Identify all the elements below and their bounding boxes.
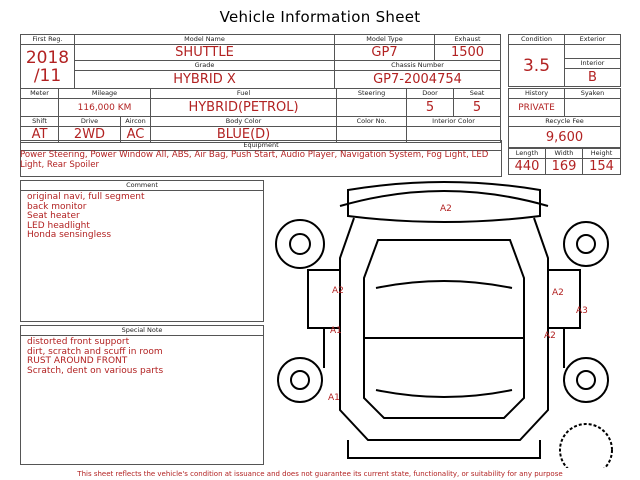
comment-line: LED headlight <box>27 220 90 231</box>
condition-table <box>508 34 621 87</box>
height-value: 154 <box>583 159 621 175</box>
chassis-value: GP7-2004754 <box>335 71 501 89</box>
special-note-line: RUST AROUND FRONT <box>27 356 128 366</box>
spare-wheel <box>560 424 612 468</box>
spec-table <box>20 88 501 143</box>
equipment-label: Equipment <box>21 141 501 151</box>
steering-label: Steering <box>337 89 407 99</box>
grade-value: HYBRID X <box>75 71 335 89</box>
drive-value: 2WD <box>59 127 121 143</box>
exhaust-label: Exhaust <box>435 35 501 45</box>
first-reg-label: First Reg. <box>21 35 75 45</box>
model-type-label: Model Type <box>335 35 435 45</box>
seat-label: Seat <box>454 89 501 99</box>
first-reg-month: /11 <box>33 65 62 86</box>
length-label: Length <box>509 149 546 159</box>
fuel-label: Fuel <box>151 89 337 99</box>
history-table <box>508 88 621 148</box>
grade-label: Grade <box>75 61 335 71</box>
chassis-label: Chassis Number <box>335 61 501 71</box>
interior-value: B <box>565 69 621 87</box>
damage-mark-left-door: A1 <box>330 326 342 336</box>
rear-window-line <box>376 390 512 397</box>
mileage-value: 116,000 KM <box>59 99 151 117</box>
color-no-label: Color No. <box>337 117 407 127</box>
trunk-outline <box>348 440 540 458</box>
seat-value: 5 <box>454 99 501 117</box>
windshield-line <box>376 281 512 288</box>
car-damage-diagram <box>268 178 620 468</box>
interior-label: Interior <box>565 59 621 69</box>
body-outline <box>340 218 548 440</box>
door-label: Door <box>407 89 454 99</box>
damage-mark-right-side: A3 <box>576 306 588 316</box>
special-note-lines <box>21 336 263 378</box>
exterior-value <box>565 45 621 59</box>
roof-outline <box>348 182 540 222</box>
fuel-value: HYBRID(PETROL) <box>151 99 337 117</box>
body-color-label: Body Color <box>151 117 337 127</box>
body-color-value: BLUE(D) <box>151 127 337 143</box>
drive-label: Drive <box>59 117 121 127</box>
special-note-line: dirt, scratch and scuff in room <box>27 346 163 357</box>
dimensions-table <box>508 148 621 175</box>
comment-lines <box>21 191 263 243</box>
model-type-value: GP7 <box>335 45 435 61</box>
first-reg-value <box>21 45 75 89</box>
comment-label: Comment <box>21 181 263 191</box>
width-label: Width <box>546 149 583 159</box>
exhaust-value: 1500 <box>435 45 501 61</box>
comment-box <box>20 180 264 322</box>
recycle-label: Recycle Fee <box>509 117 621 127</box>
height-label: Height <box>583 149 621 159</box>
syaken-value <box>565 99 621 117</box>
model-name-label: Model Name <box>75 35 335 45</box>
steering-value <box>337 99 407 117</box>
special-note-box <box>20 325 264 465</box>
condition-label: Condition <box>509 35 565 45</box>
wheel-rear-left <box>278 358 322 402</box>
vehicle-info-table <box>20 34 501 89</box>
aircon-label: Aircon <box>121 117 151 127</box>
comment-line: back monitor <box>27 201 87 212</box>
width-value: 169 <box>546 159 583 175</box>
syaken-label: Syaken <box>565 89 621 99</box>
damage-mark-roof: A2 <box>440 204 452 214</box>
equipment-text: Power Steering, Power Window All, ABS, Air Bag, Push Start, Audio Player, Navigation System, Fog Light, LED Light, Rear Spoiler <box>20 150 489 170</box>
wheel-front-right <box>564 222 608 266</box>
special-note-line: Scratch, dent on various parts <box>27 365 164 376</box>
wheel-rear-right <box>564 358 608 402</box>
meter-value <box>21 99 59 117</box>
exterior-label: Exterior <box>565 35 621 45</box>
damage-mark-left-lower: A1 <box>328 393 340 403</box>
damage-mark-left-upper: A2 <box>332 286 344 296</box>
comment-line: Seat heater <box>27 211 80 221</box>
history-label: History <box>509 89 565 99</box>
mileage-label: Mileage <box>59 89 151 99</box>
door-value: 5 <box>407 99 454 117</box>
shift-label: Shift <box>21 117 59 127</box>
shift-value: AT <box>21 127 59 143</box>
special-note-label: Special Note <box>21 326 263 336</box>
history-value: PRIVATE <box>509 99 565 117</box>
meter-label: Meter <box>21 89 59 99</box>
damage-mark-right-door: A2 <box>544 331 556 341</box>
recycle-value: 9,600 <box>509 127 621 148</box>
aircon-value: AC <box>121 127 151 143</box>
wheel-front-left <box>276 220 324 268</box>
comment-line: Honda sensingless <box>27 230 112 240</box>
length-value: 440 <box>509 159 546 175</box>
model-name-value: SHUTTLE <box>75 45 335 61</box>
comment-line: original navi, full segment <box>27 192 145 202</box>
disclaimer-footer: This sheet reflects the vehicle's condition at issuance and does not guarantee its current state, functionality, or suitability for any purpose <box>77 470 563 478</box>
first-reg-year: 2018 <box>25 47 70 68</box>
special-note-line: distorted front support <box>27 337 130 347</box>
interior-color-label: Interior Color <box>407 117 501 127</box>
damage-mark-right-upper: A2 <box>552 288 564 298</box>
condition-value: 3.5 <box>509 45 565 87</box>
page-title: Vehicle Information Sheet <box>219 8 421 26</box>
